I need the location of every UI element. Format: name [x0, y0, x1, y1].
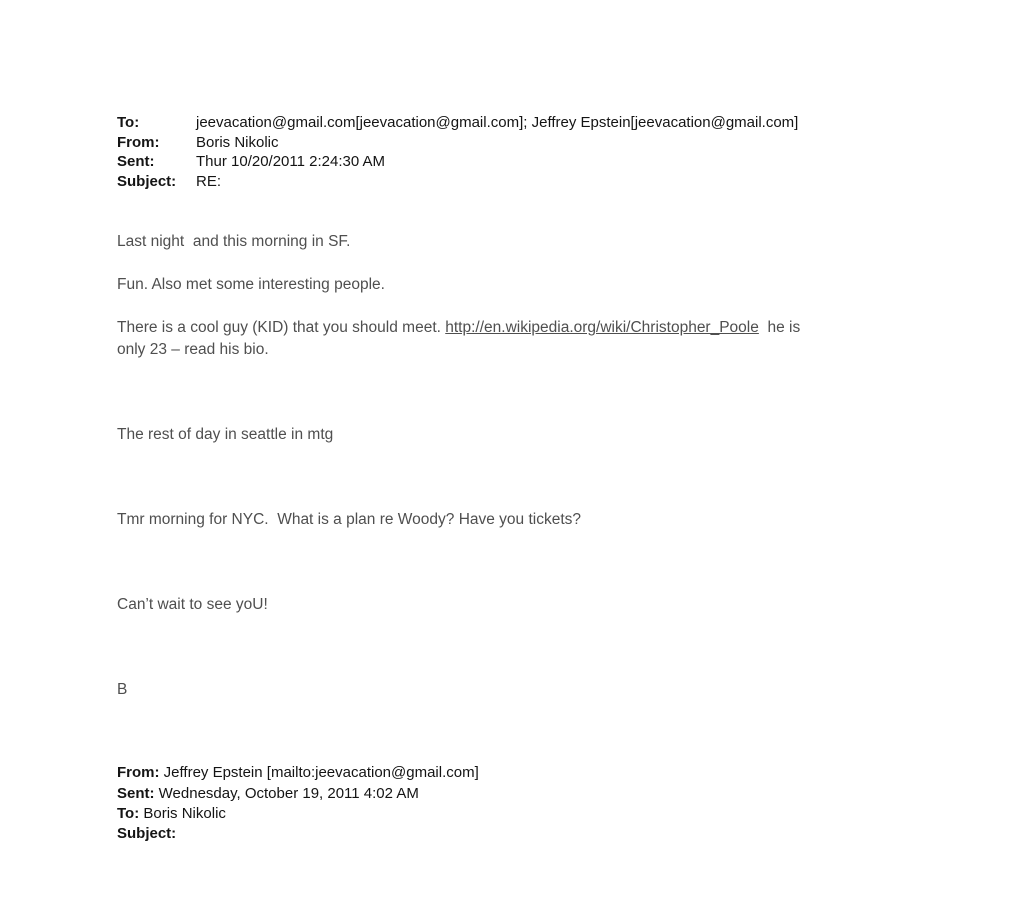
- email-content: [117, 113, 885, 844]
- quoted-sent-label: Sent:: [117, 784, 155, 802]
- wikipedia-link[interactable]: http://en.wikipedia.org/wiki/Christopher_Poole: [445, 319, 759, 337]
- sent-label: Sent:: [117, 153, 155, 171]
- quoted-from-label: From:: [117, 764, 160, 782]
- paragraph-fun: Fun. Also met some interesting people.: [117, 276, 385, 294]
- from-value: Boris Nikolic: [196, 133, 279, 151]
- header-field-subject: [117, 172, 885, 192]
- header-field-from: [117, 133, 885, 153]
- to-value: jeevacation@gmail.com[jeevacation@gmail.com]; Jeffrey Epstein[jeevacation@gmail.com]: [196, 114, 799, 131]
- quoted-to-value: Boris Nikolic: [139, 804, 226, 822]
- header-field-to: [117, 113, 885, 133]
- cool-guy-text-before: There is a cool guy (KID) that you should meet.: [117, 319, 446, 337]
- subject-label: Subject:: [117, 172, 177, 190]
- email-header-block: [117, 113, 885, 191]
- quoted-field-subject: [117, 824, 885, 844]
- quoted-subject-label: Subject:: [117, 824, 177, 842]
- quoted-to-label: To:: [117, 804, 140, 822]
- email-body: [117, 231, 885, 701]
- paragraph-cant-wait: Can’t wait to see yoU!: [117, 596, 268, 614]
- quoted-field-to: [117, 804, 885, 824]
- header-field-sent: [117, 152, 885, 172]
- paragraph-last-night: Last night and this morning in SF.: [117, 233, 351, 251]
- paragraph-seattle: The rest of day in seattle in mtg: [117, 426, 334, 444]
- paragraph-nyc: Tmr morning for NYC. What is a plan re Woody? Have you tickets?: [117, 511, 582, 529]
- quoted-field-sent: [117, 784, 885, 804]
- quoted-from-value: Jeffrey Epstein [mailto:jeevacation@gmail.com]: [159, 764, 479, 782]
- sent-value: Thur 10/20/2011 2:24:30 AM: [196, 153, 386, 171]
- cool-guy-line2: only 23 – read his bio.: [117, 341, 269, 359]
- cool-guy-text-after: he is: [758, 319, 801, 337]
- signature: B: [117, 681, 128, 699]
- from-label: From:: [117, 133, 160, 151]
- quoted-sent-value: Wednesday, October 19, 2011 4:02 AM: [154, 784, 419, 802]
- quoted-header-block: [117, 763, 885, 844]
- subject-value: RE:: [196, 172, 222, 190]
- quoted-field-from: [117, 763, 885, 783]
- to-label: To:: [117, 114, 140, 131]
- paragraph-cool-guy: [117, 317, 885, 361]
